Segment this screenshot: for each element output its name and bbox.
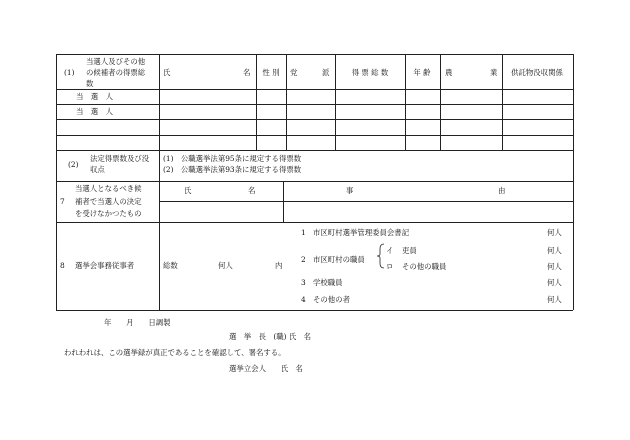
row8-item-2-num: 2 (301, 255, 306, 264)
rule (286, 54, 287, 150)
rule (56, 54, 573, 55)
row8-item-3-text: 学校職員 (313, 278, 343, 287)
footer-witness-signature: 選挙立会人 氏 名 (229, 364, 303, 373)
rule (256, 54, 257, 150)
row2-label-line1: 法定得票数及び没 (90, 154, 150, 163)
rule (56, 150, 573, 151)
header-nenrei: 年 齢 (413, 68, 431, 77)
row8-label: 選挙会事務従事者 (75, 261, 135, 270)
header-shimei-a: 氏 (163, 68, 171, 77)
row1-label-line1: 当選人及びその他 (86, 57, 146, 66)
rule (159, 201, 573, 202)
row-label-touseinin: 当 選 人 (76, 92, 113, 101)
row8-item-4-num: 4 (301, 295, 306, 304)
row8-total-unit: 何人 (218, 261, 233, 270)
row7-header-shi: 氏 (184, 186, 192, 195)
row8-total-label: 総数 (163, 261, 178, 270)
rule (573, 54, 574, 310)
row8-item-3-num: 3 (301, 278, 306, 287)
rule (502, 54, 503, 150)
row7-number: 7 (60, 197, 65, 206)
header-tou-b: 派 (322, 68, 330, 77)
row8-item-2-text: 市区町村の職員 (313, 255, 365, 264)
rule (56, 222, 573, 223)
rule (56, 119, 573, 120)
header-shimei-b: 名 (243, 68, 251, 77)
header-tokuhyou: 得 票 総 数 (351, 68, 389, 77)
row7-header-yu: 由 (498, 186, 506, 195)
row8-item-4-count: 何人 (547, 295, 562, 304)
header-shokugyou-a: 農 (445, 68, 453, 77)
footer-chief-signature: 選 挙 長 (職) 氏 名 (229, 332, 312, 341)
footer-date: 年 月 日調製 (104, 318, 171, 327)
row1-number: (1) (64, 68, 75, 77)
footer-statement: われわれは、この選挙録が真正であることを確認して、署名する。 (64, 348, 286, 357)
row7-label-line1: 当選人となるべき候 (75, 184, 142, 193)
header-shokugyou-b: 業 (490, 68, 498, 77)
row2-number: (2) (68, 160, 79, 169)
rule (56, 104, 573, 105)
brace-bracket (376, 243, 386, 269)
row8-sub-i-mark: イ (386, 246, 394, 255)
row8-sub-ro-text: その他の職員 (402, 262, 447, 271)
row8-item-1-text: 市区町村選挙管理委員会書記 (313, 228, 410, 237)
rule (335, 54, 336, 150)
header-seibetsu: 性 別 (262, 68, 280, 77)
rule (56, 89, 573, 90)
rule (405, 54, 406, 150)
row8-item-4-text: その他の者 (313, 295, 350, 304)
row1-label-line3: 数 (86, 79, 94, 88)
row2-item-93: (2) 公職選挙法第93条に規定する得票数 (163, 165, 302, 174)
row2-item-95: (1) 公職選挙法第95条に規定する得票数 (163, 154, 302, 163)
row8-sub-ro-count: 何人 (547, 262, 562, 271)
row8-item-1-num: 1 (301, 228, 306, 237)
row8-uchi: 内 (275, 261, 283, 270)
rule (56, 135, 573, 136)
row8-sub-i-count: 何人 (547, 246, 562, 255)
rule (56, 310, 573, 311)
row7-label-line2: 補者で当選人の決定 (75, 197, 142, 206)
row-label-touseinin: 当 選 人 (76, 107, 113, 116)
row1-label-line2: の候補者の得票総 (86, 68, 146, 77)
header-kyoutaku: 供託物没収関係 (511, 68, 563, 77)
row8-item-1-count: 何人 (547, 228, 562, 237)
row7-header-mei: 名 (248, 186, 256, 195)
row8-number: 8 (60, 261, 65, 270)
rule (283, 181, 284, 222)
row8-sub-i-text: 吏員 (402, 246, 417, 255)
header-tou-a: 党 (290, 68, 298, 77)
row8-item-3-count: 何人 (547, 278, 562, 287)
rule (56, 54, 57, 310)
row8-sub-ro-mark: ロ (386, 262, 394, 271)
rule (440, 54, 441, 150)
rule (159, 54, 160, 310)
row2-label-line2: 収点 (90, 165, 105, 174)
rule (56, 181, 573, 182)
row7-header-ji: 事 (346, 186, 354, 195)
row7-label-line3: を受けなかつたもの (75, 209, 142, 218)
